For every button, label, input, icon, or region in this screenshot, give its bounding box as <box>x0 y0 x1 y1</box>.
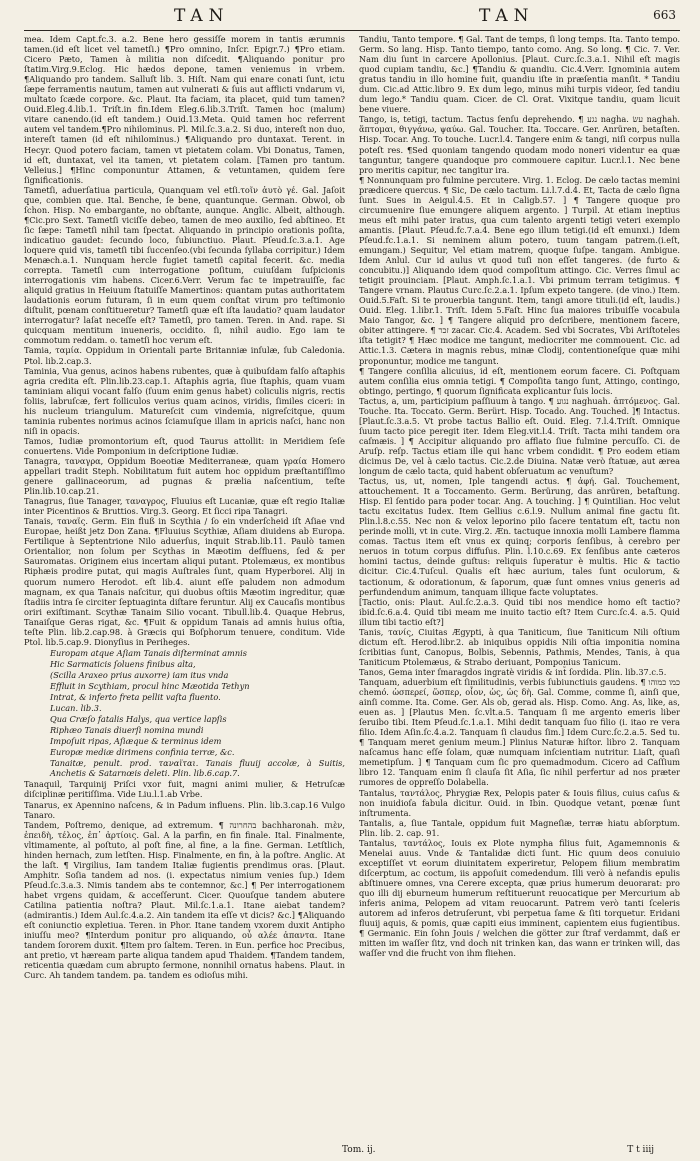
header-rule <box>24 30 680 31</box>
page-footer <box>24 1145 680 1157</box>
dictionary-entry: Tanagrus, ſiue Tanager, ταναγρος, Fluuius eſt Lucaniæ, quæ eſt regio Italiæ inter Picentinos & Bruttios. Virg.3. Georg. Et ſicci ripa Tanagri. <box>24 496 345 517</box>
dictionary-entry: Europæ mediæ dirimens confinia terræ, &c. <box>50 747 235 758</box>
dictionary-entry: Hic Sarmaticis ſoluens finibus alta, <box>50 658 196 669</box>
dictionary-entry: Qua Cræſo fatalis Halys, qua vertice lapſis <box>50 714 227 725</box>
dictionary-entry: Effluit in Scythiam, procul hinc Mæotida Tethyn <box>50 681 250 691</box>
dictionary-entry: Tanais, ταναϊς. Germ. Ein fluß in Scythia / ſo ein vnderſcheid iſt Aſiae vnd Europae, heißt jetz Don Zana. ¶Fluuius Scythiæ, Aſiam diuidens ab Europa. Fertilique à Septentrione Nilo aduerſus, inquit Strab.lib.11. Paulò tamen Orientalior, non ſolum per Scythas in Mæotim deſfluens, ſed & per Sauromatas. Originem eius incertam aliqui putant. Ptolemæus, ex montibus Riphæis prodire putat, qui magis Auſtrales ſunt, quam Hyperborei. Alij in quorum numero Herodot. eſt lib.4. aiunt eſſe paludem non admodum magnam, ex qua Tanais naſcitur, qui duobus oſtiis Mæotim ingreditur, quæ ſtadiis intra ſe circiter ſeptuaginta diſtare feruntur. Alij ex Caucaſis montibus oriri exiſtimant. Scythæ Tanaim Silio vocant. Tibull.lib.4. Quaque Hebrus, Tanaiſque Geras rigat, &c. ¶Fuit & oppidum Tanais ad amnis huius oſtia, teſte Plin. lib.2.cap.98. à Græcis qui Boſphorum tenuere, conditum. Vide Ptol. lib.5.cap.9. Dionyſius in Periheges. <box>24 516 345 647</box>
dictionary-entry: Lucan. lib.3. <box>50 703 102 714</box>
dictionary-entry: Tanagra, ταναγρα, Oppidum Boeotiæ Mediterraneæ, quam γραία Homero appellari tradit Steph. Nobilitatum fuit autem hoc oppidum præſtantiſſimo genere gallinaceorum, ad pugnas & prælia naſcentium, teſte Plin.lib.10.cap.21. <box>24 455 345 497</box>
dictionary-entry: mea. Idem Capt.fc.3. a.2. Bene hero gessiſſe morem in tantis ærumnis tamen.(id eſt licet vel tametſi.) ¶Pro omnino, Inſcr. Epigr.7.) ¶Pro etiam. Cicero Pæto, Tamen à militia non diſcedit. ¶Aliquando ponitur pro ſtatim.Virg.9.Eclog. Hic hædos depone, tamen veniemus in vrbem. ¶Aliquando pro tandem. Salluſt lib. 3. Hiſt. Nam qui enare conati ſunt, ictu ſæpe ferramentis nautum, tamen aut vulnerati & ſuis aut afflicti vndarum vi, multato ſcæde corpore. &c. Plaut. Ita faciam, ita placet, quid tum tamen? Ouid.Eleg.4.lib.1. Triſt.in fin.Idem Eleg.6.lib.3.Triſt. Tamen hoc (malum) vitare canendo.(id eſt tandem.) Ouid.13.Meta. Quid tamen hoc referrent autem vel tandem.¶Pro nihilominus. Pl. Mil.ſc.3.a.2. Si duo, intereſt non duo, intereſt tamen (id eſt nihilominus.) ¶Aliquando pro duntaxat. Terent. in Hecyr. Quod potero faciam, tamen vt pietatem colam. Vbi Donatus, Tamen, id eſt, duntaxat, vel ita tamen, vt pietatem colam. [Tamen pro tantum. Velleius.] ¶Hinc componuntur Attamen, & vetuntamen, quidem ſere ſignificationis. <box>24 34 345 185</box>
running-header <box>24 6 680 30</box>
dictionary-entry: Intrat, & inferto freta pellit vaſta fluento. <box>50 692 221 703</box>
dictionary-entry: Europam atque Aſiam Tanais diſterminat amnis <box>50 647 247 658</box>
dictionary-entry: (Scilla Araxeo prius auxorre) iam itus vnda <box>50 669 229 680</box>
dictionary-entry: Tametſi, aduerſatiua particula, Quanquam vel etſi.τοῖν ἀυτὸ γέ. Gal. Jaſoit que, combien que. Ital. Benche, ſe bene, quantunque. German. Obwol, ob ſchon. Hisp. No embargante, no obſtante, aunque. Anglic. Albeit, although. ¶Cic.pro Sext. Tametſi viciſſe debeo, tamen de meo auxilio, ſed abſtineo. Et ſic ſæpe: Tametſi nihil tam ſpectat. Aliquando in principio orationis poſita, indicatiuo gaudet: ſecundo loco, ſubiunctiuo. Plaut. Pſeud.ſc.3.a.1. Age loquere quid vis, tametſi tibi ſuccenſeo.(vbi ſecunda ſyllaba corripitur.) Idem Menæch.a.1. Nunquam hercle fugiet tametſi capital fecerit. &c. media correpta. Tametſi cum interrogatione poſitum, cuiuſdam ſuſpicionis interrogationis vim habens. Cicer.6.Verr. Verum fac te impetrauiſſe, fac aliquid gratius in Heiuum ſtatuiſſe Mamertinos: quantam putas authoritatem laudationis eorum futuram, ſi in eum quem conſtat virum pro teſtimonio diſtulit, pœnam conſtitueretur? Tametſi quæ eſt iſta laudatio? quam laudator interrogatur? laſat neceſſe eſt? Tametſi, pro tamen. Teren. in And. rape. Si quicquam mentitum inueneris, occidito. ſi, nihil audio. Ego iam te commotum reddam. o. tametſi hoc verum eſt. <box>24 184 345 346</box>
dictionary-entry: Tamos, Iudiæ promontorium eſt, quod Taurus attollit: in Meridiem ſeſe conuertens. Vide Pomponium in deſcriptione Iudiæ. <box>24 435 345 456</box>
dictionary-entry: ¶ Nonnunquam pro fulmine percutere. Virg. 1. Eclog. De cælo tactas memini prædicere quercus. ¶ Sic, De cælo tactum. Li.l.7.d.4. Et, Tacta de cælo ſigna ſunt. Sues in Aeigul.4.5. Et in Caligb.57. ] ¶ Tangere quoque pro circumuenire ſiue emungere aliquem argento. ] Turpil. At etiam ineptius meus eſt mihi pater iratus, qua cum talento argenti tetigi veteri exemplo amantis. [Plaut. Pſeud.fc.7.a.4. Bene ego illum tetigi.(id eſt emunxi.) Idem Pſeud.fc.1.a.1. Si neminem alium potero, tuum tangam patrem.(i.eſt, emungam.) Sequitur, Vel etiam matrem, quoque ſuſpe. tangam. Ambigue. Idem Anlul. Cur id aulus vt quod tuſi non eſſet tangeres. (de furto & concubitu.)] Aliquando idem quod compoſitum attingo. Cic. Verres ſimul ac tetigit prouinciam. [Plaut. Amph.ſc.1.a.1. Vbi primum terram tetigimus. ¶ Tangere vrnam. Plautus Curc.ſc.2.a.1. Ipſum expeto tangere. (de vino.) Item. Ouid.5.Faſt. Si te prouerbia tangunt. Item, tangi amore tituli.(id eſt, laudis.) Ouid. Eleg. 1.libr.1. Triſt. Idem 5.Faſt. Hinc ſua maiores tribuiſſe vocabula Maio Tangor, &c. ] ¶ Tangere aliquid pro deſcribere, mentionem facere, obiter attingere. ¶ זכר zacar. Cic.4. Academ. Sed vbi Socrates, Vbi Ariſtoteles iſta tetigit? ¶ Hæc modice me tangunt, mediocriter me commouent. Cic. ad Attic.1.3. Cætera in magnis rebus, minæ Clodij, contentioneſque quæ mihi proponuntur, modice me tangunt. <box>359 174 680 366</box>
signature-gathering: T t iiij <box>627 1145 654 1155</box>
dictionary-entry: Tanis, τανίς, Ciuitas Ægypti, à qua Taniticum, ſiue Taniticum Nili oſtium dictum eſt. Herod.libr.2. ab iniquibus oppidis Nili oſtia imponitia nomina ſcribitias ſunt, Canopus, Bolbis, Sebennis, Pathmis, Mendes, Tanis, à qua Taniticum Ptolemæus, & Strabo deriuant, Pomponius Tanicum. <box>359 626 680 667</box>
dictionary-entry: Riphæo Tanais diuerſi nomina mundi <box>50 725 204 736</box>
page-number: 663 <box>653 8 676 22</box>
dictionary-entry: Tandiu, Tanto tempore. ¶ Gal. Tant de temps, ſi long temps. Ita. Tanto tempo. Germ. So lang. Hisp. Tanto tiempo, tanto como. Ang. So long. ¶ Cic. 7. Ver. Nam diu ſunt in carcere Apollonius. [Plaut. Curc.ſc.3.a.1. Nihil eſt magis quod cupiam tandiu, &c.] ¶Tandiu & quandiu. Cic.4.Verr. Ignominia autem gratus tandiu in illo homine fuit, quandiu iſte in præſentia manſit. * Tandiu dum. Cic.ad Attic.libro 9. Ex dum lego, minus mihi turpis videor, ſed tandiu dum lego.* Tandiu quam. Cicer. de Cl. Orat. Vixitque tandiu, quam licuit bene viuere. <box>359 34 680 115</box>
two-column-body <box>24 34 680 1146</box>
dictionary-entry: Tanaitæ, penult. prod. ταναϊται. Tanais fluuij accolæ, à Suitis, Anchetis & Satarnœis deleti. Plin. lib.6.cap.7. <box>50 758 345 779</box>
dictionary-entry: Tanos, Gema inter ſmaragdos ingratè viridis & int̃ ſordida. Plin. lib.37.c.5. <box>359 666 667 677</box>
dictionary-entry: Tanarus, ex Apennino naſcens, & in Padum influens. Plin. lib.3.cap.16 Vulgo Tanaro. <box>24 799 345 820</box>
right-column <box>359 34 680 1146</box>
dictionary-entry: Tantalus, ταντάλος, Phrygiæ Rex, Pelopis pater & Iouis filius, cuius caſus & non inuidioſa fabula dicitur. Ouid. in Ibin. Quodque vetant, pœnæ ſunt inſtrumenta. <box>359 787 680 818</box>
signature-volume: Tom. ij. <box>342 1145 376 1155</box>
dictionary-entry: Taminia, Vua genus, acinos habens rubentes, quæ à quibuſdam falſo aſtaphis agria credita eſt. Plin.lib.23.cap.1. Aſtaphis agria, ſiue ſtaphis, quam vuam taminiam aliqui vocant falſo (ſuum enim genus habet) coliculis nigris, rectis foliis, labruſcæ, fert folliculos verius quam acinos, viridis, ſimiles ciceri: in his nucleum triangulum. Matureſcit cum vindemia, nigreſcitque, quum taminia rubentes norimus acinos ſciamuſque illam in apricis naſci, hanc non niſi in opacis. <box>24 365 345 436</box>
running-head-left: TAN <box>174 6 230 26</box>
dictionary-entry: Tandem, Poſtremo, denique, ad extremum. ¶ בהחרונה bachharonah. πιὲν, ἐπειδὴ, τέλος, ἐπ᾽ ἀρτίοις. Gal. A la parfin, en fin finale. Ital. Finalmente, vltimamente, al poſtuto, al poſt fine, al fine, a la fine. German. Letſtlich, hinden hernach, zum letſten. Hisp. Finalmente, en fin, à la poſtre. Anglic. At the laſt. ¶ Virgilius, Iam tandem Italiæ fugientis prendimus oras. [Plaut. Amphitr. Soſia tandem ad nos. (i. expectatus nimium venies ſup.) Idem Pſeud.ſc.3.a.3. Nimis tandem abs te contemnor, &c.] ¶ Per interrogationem habet vrgens quidam, & acceſſerunt. Cicer. Quouſque tandem abutere Catilina patientia noſtra? Plaut. Mil.ſc.1.a.1. Itane aiebat tandem? (admirantis.) Idem Aul.ſc.4.a.2. Ain tandem ita eſſe vt dicis? &c.] ¶Aliquando eſt coniunctio expletiua. Teren. in Phor. Itane tandem vxorem duxit Antipho iniuſſu meo? ¶Interdum ponitur pro aliquando, οὖ αλέε ἀπαντα. Itane tandem ſororem duxit. ¶Item pro ſaltem. Teren. in Eun. perfice hoc Precibus, ant pretio, vt hæream parte aliqua tandem apud Thaidem. ¶Tandem tandem, reticentia quædam cum abrupto ſermone, nonnihil ornatus habens. Plaut. in Curc. Ah tandem tandem. pa. tandem es odioſus mihi. <box>24 819 345 981</box>
dictionary-entry: Tanquam, aduerbium eſt ſimilitudinis, verbis ſubiunctiuis gaudens. ¶ כמו כמוהו chemó. ὡσπερεί, ὥσπερ, οἷον, ὡς, ὡς δὴ. Gal. Comme, comme ſi, ainſi que, ainſi comme. Ita. Come. Ger. Als ob, gerad als. Hisp. Como. Ang. As, like, as, euen as. ] [Plautus Men. ſc.vlt.a.5. Tanquam ſi me argento emeris liber ſeruibo tibi. Item Pſeud.ſc.1.a.1. Mihi dedit tanquam ſuo filio (i. itao re vera filio. Idem Aſin.ſc.4.a.2. Tanquam ſi claudus ſim.] Idem Curc.ſc.2.a.5. Sed tu. ¶ Tanquam meret genium meum.] Plinius Naturæ hiſtor. libro 2. Tanquam naſcamus hanc eſſe ſolam, quæ numquam inſcientiam nutritur. Liaſt, quaſi memetipſum. ] ¶ Tanquam cum ſic pro quemadmodum. Cicero ad Caſſium libro 12. Tanquam enim ſi clauſa ſit Aſia, ſic nihil perfertur ad nos præter rumores de oppreſſo Dolabella. <box>359 677 680 788</box>
dictionary-entry: Tantalis, a, ſiue Tantale, oppidum fuit Magneſiæ, terræ hiatu abſorptum. Plin. lib. 2. cap. 91. <box>359 817 680 838</box>
left-column <box>24 34 345 1146</box>
dictionary-entry: Tactus, us, ut, nomen, Iple tangendi actus. ¶ ἀφή. Gal. Touchement, attouchement. It a Toccamento. Germ. Berürung, das anrüren, betaſtung. Hisp. El ſentido para poder tocar. Ang. A touching. ] ¶ Quintilian. Hoc velut tactu excitatus Iudex. Item Gellius c.6.l.9. Nullum animal fine gactu ſit. Plin.l.8.c.55. Nec non & velox leporino pilo ſacere tentatum eſt, tactu non perinde molli, vt in cute. Virg.2. Æn. tactuque innoxia molli Lambere flamma comas. Tactus item eſt vnus ex quinq; corporis ſenſibus, à cerebro per neruos in totum corpus diffuſus. Plin. l.10.c.69. Ex ſenſibus ante cæteros homini tactus, deinde guſtus: reliquis ſuperatur è multis. Hic & tactio dicitur. Cic.4.Tuſcul. Qualis eſt hæc aurium, tales ſunt oculorum, & tactionum, & odorationum, & ſaporum, quæ ſunt omnes vnius generis ad perfundendum animum, tanquam illique facte voluptates. <box>359 476 680 597</box>
dictionary-entry: Impoſuit ripas, Aſiæque & terminus idem <box>50 736 222 747</box>
dictionary-entry: [Tactio, onis: Plaut. Aul.ſc.2.a.3. Quid tibi nos mendice homo eſt tactio? ibid.ſc.6.a.4. Quid tibi meam me inuito tactio eſt? Item Curc.ſc.4. a.5. Quid illum tibi tactio eſt?] <box>359 596 680 627</box>
dictionary-entry: Tango, is, tetigi, tactum. Tactus ſenſu deprehendo. ¶ נגע nagha. עשׂ naghah. ἅπτομαι, θιγγάνω, ψαύω. Gal. Toucher. Ita. Toccare. Ger. Anrüren, betaſten. Hisp. Tocar. Ang. To touche. Lucr.l.4. Tangere enim & tangi, niſi corpus nulla poteſt res. ¶Sed quoniam tangendo quodam modo noneri videntur ea quæ tanguntur, tangere quandoque pro commouere capitur. Lucr.l.1. Nec bene pro meritis capitur, nec tangitur ira. <box>359 114 680 175</box>
dictionary-entry: Tactus, a, um, participium paſſiuum à tango. ¶ נגוע naghuah. ἁπτόμενος. Gal. Touche. Ita. Toccato. Germ. Berürt. Hisp. Tocado. Ang. Touched. ]¶ Intactus. [Plaut.ſc.3.a.5. Vt probe tactus Ballio eſt. Ouid. Eleg. 7.l.4.Triſt. Omnique ſuum tacto pice peregit iter. Idem Eleg.vit.l.4. Triſt. Tacta mihi tandem ora caſmæis. ] ¶ Accipitur aliquando pro afflato ſiue fulmine percuſſo. Ci. de Aruſp. reſp. Tactus etiam ille qui hanc vrbem condidit. ¶ Pro eodem etiam dicimus De, vel à cælo tactus. Cic.2.de Diuina. Natæ verò ſtatuæ, aut ærea longum de cælo tacta, quid habent obſeruatum ac venuſtum? <box>359 395 680 477</box>
dictionary-entry: Tamia, ταμία. Oppidum in Orientali parte Britanniæ inſulæ, ſub Caledonia. Ptol. lib.2.cap.3. <box>24 345 345 366</box>
running-head-right: TAN <box>479 6 535 26</box>
dictionary-entry: Tanaquil, Tarquinij Priſci vxor fuit, magni animi mulier, & Hetruſcæ diſciplinæ peritiſſima. Vide Liu.l.1.ab Vrbe. <box>24 779 345 800</box>
dictionary-entry: ¶ Tangere conſilia alicuius, id eſt, mentionem eorum facere. Ci. Poſtquam autem conſilia eius omnia tetigi. ¶ Compoſita tango ſunt, Attingo, contingo, obtingo, pertingo, ¶ quorum ſignificata explicantur ſuis locis. <box>359 365 680 396</box>
dictionary-entry: Tantalus, ταντάλος, Iouis ex Plote nympha filius fuit, Agamemnonis & Menelai auus. Vnde & Tantalidæ dicti ſunt. Hic quum deos conuiuio exceptiſſet vt eorum diuinitatem experiretur, Pelopem filium membratim diſcerptum, ac coctum, iis appoſuit comedendum. Illi verò à nefandis epulis abſtinuere omnes, vna Cerere excepta, quæ prius humerum deuorarat: pro quo illi dij eburneum humerum reſtituerunt reuocatique per Mercurium ab inferis anima, Pelopem ad vitam reuocarunt. Patrem verò tanti ſceleris autorem ad inferos detruſerunt, vbi perpetua ſame & ſiti torquetur. Eridani fluuij aquis, & pomis, quæ capiti eius imminent, capientem eius fugientibus. ¶ Germanic. Ein ſohn Jouis / welchen die götter zur ſtraf verdammt, daß er mitten im waſſer ſitz, vnd doch nit trinken kan, das wann er trinken will, das waſſer vnd die frucht von ihm fliehen. <box>359 837 680 959</box>
